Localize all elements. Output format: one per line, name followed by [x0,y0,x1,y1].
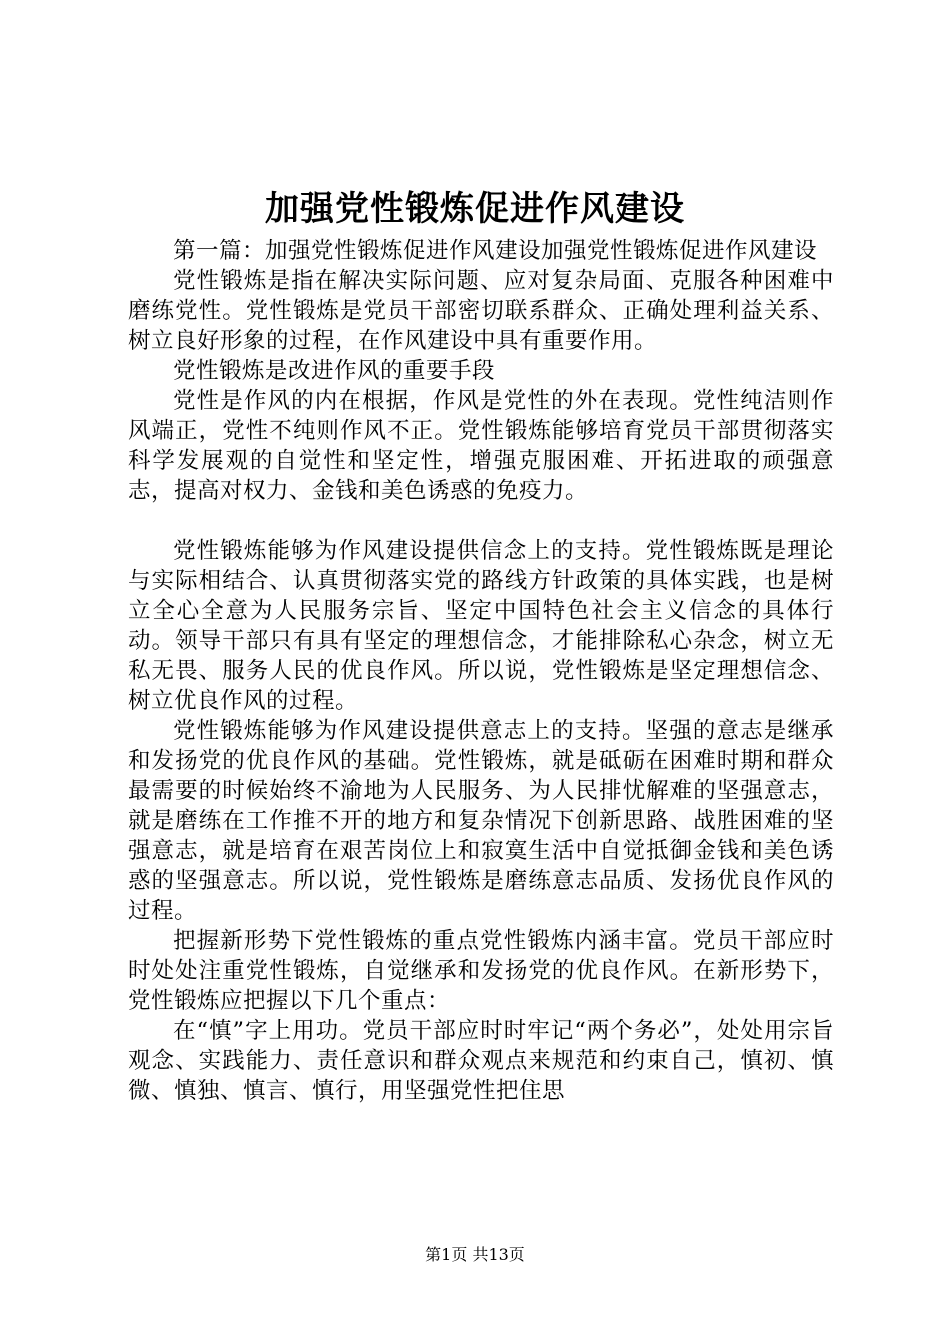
paragraph-caution: 在“慎”字上用功。党员干部应时时牢记“两个务必”，处处用宗旨观念、实践能力、责任意识和群众观点来规范和约束自己，慎初、慎微、慎独、慎言、慎行，用坚强党性把住思 [128,1018,834,1104]
paragraph-belief-support: 党性锻炼能够为作风建设提供信念上的支持。党性锻炼既是理论与实际相结合、认真贯彻落实党的路线方针政策的具体实践，也是树立全心全意为人民服务宗旨、坚定中国特色社会主义信念的具体行动。领导干部只有具有坚定的理想信念，才能排除私心杂念，树立无私无畏、服务人民的优良作风。所以说，党性锻炼是坚定理想信念、树立优良作风的过程。 [128,538,834,714]
paragraph-will-support: 党性锻炼能够为作风建设提供意志上的支持。坚强的意志是继承和发扬党的优良作风的基础。党性锻炼，就是砥砺在困难时期和群众最需要的时候始终不渝地为人民服务、为人民排忧解难的坚强意志，就是磨练在工作推不开的地方和复杂情况下创新思路、战胜困难的坚强意志，就是培育在艰苦岗位上和寂寞生活中自觉抵御金钱和美色诱惑的坚强意志。所以说，党性锻炼是磨练意志品质、发扬优良作风的过程。 [128,718,834,924]
paragraph-key-points: 把握新形势下党性锻炼的重点党性锻炼内涵丰富。党员干部应时时处处注重党性锻炼，自觉继承和发扬党的优良作风。在新形势下，党性锻炼应把握以下几个重点： [128,928,834,1014]
paragraph-subheading: 党性锻炼是改进作风的重要手段 [173,358,496,384]
paragraph-party-spirit-style: 党性是作风的内在根据，作风是党性的外在表现。党性纯洁则作风端正，党性不纯则作风不正。党性锻炼能够培育党员干部贯彻落实科学发展观的自觉性和坚定性，增强克服困难、开拓进取的顽强意志，提高对权力、金钱和美色诱惑的免疫力。 [128,388,834,504]
paragraph-intro: 党性锻炼是指在解决实际问题、应对复杂局面、克服各种困难中磨练党性。党性锻炼是党员干部密切联系群众、正确处理利益关系、树立良好形象的过程，在作风建设中具有重要作用。 [128,268,834,354]
document-body [128,236,834,1106]
page-footer: 第1页 共13页 [425,1245,525,1264]
document-title: 加强党性锻炼促进作风建设 [265,189,685,229]
paragraph-section-heading: 第一篇：加强党性锻炼促进作风建设加强党性锻炼促进作风建设 [173,238,818,264]
